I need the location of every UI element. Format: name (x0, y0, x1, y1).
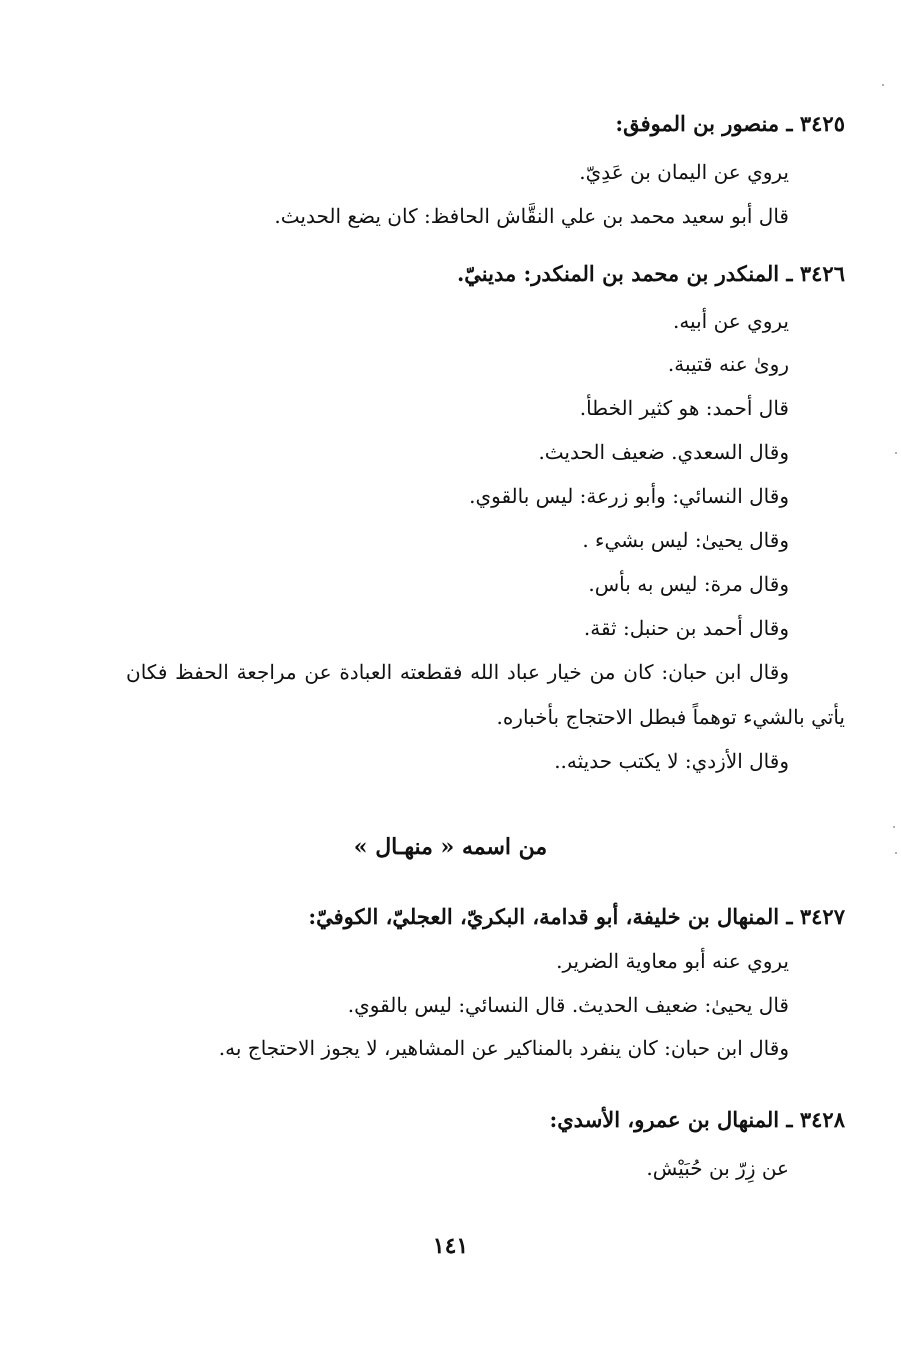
scan-speck (882, 84, 884, 86)
entry-3427-line-2: قال يحيىٰ: ضعيف الحديث. قال النسائي: ليس بالقوي. (347, 993, 789, 1017)
entry-3426-line-8: وقال أحمد بن حنبل: ثقة. (583, 616, 789, 640)
entry-3425-line-1: يروي عن اليمان بن عَدِيّ. (579, 160, 789, 184)
entry-3426-line-7: وقال مرة: ليس به بأس. (588, 572, 789, 596)
entry-3425-line-2: قال أبو سعيد محمد بن علي النقَّاش الحافظ: كان يضع الحديث. (274, 204, 789, 228)
entry-3425-heading: ٣٤٢٥ ـ منصور بن الموفق: (615, 111, 845, 136)
entry-3426-line-4: وقال السعدي. ضعيف الحديث. (538, 440, 789, 464)
entry-3428-line-1: عن زِرّ بن حُبَيْش. (646, 1156, 789, 1180)
entry-3426-line-9: وقال ابن حبان: كان من خيار عباد الله فقطعته العبادة عن مراجعة الحفظ فكان (126, 660, 789, 684)
entry-3426-heading: ٣٤٢٦ ـ المنكدر بن محمد بن المنكدر: مدينيّ. (456, 261, 845, 286)
entry-3426-line-6: وقال يحيىٰ: ليس بشيء . (582, 528, 789, 552)
entry-3426-line-3: قال أحمد: هو كثير الخطأ. (579, 396, 789, 420)
scan-speck (895, 852, 897, 854)
entry-3426-line-1: يروي عن أبيه. (672, 309, 789, 333)
section-title: من اسمه « منهـال » (353, 834, 548, 860)
scan-speck (893, 826, 895, 828)
page-number: ١٤١ (432, 1233, 469, 1259)
entry-3426-line-10: يأتي بالشيء توهماً فبطل الاحتجاج بأخباره. (496, 705, 845, 729)
entry-3426-line-2: روىٰ عنه قتيبة. (667, 352, 789, 376)
entry-3427-line-1: يروي عنه أبو معاوية الضرير. (556, 949, 789, 973)
entry-3426-line-5: وقال النسائي: وأبو زرعة: ليس بالقوي. (469, 484, 789, 508)
scan-speck (895, 452, 897, 454)
entry-3427-line-3: وقال ابن حبان: كان ينفرد بالمناكير عن المشاهير، لا يجوز الاحتجاج به. (218, 1036, 789, 1060)
entry-3426-line-11: وقال الأزدي: لا يكتب حديثه.. (554, 749, 789, 773)
entry-3427-heading: ٣٤٢٧ ـ المنهال بن خليفة، أبو قدامة، البكريّ، العجليّ، الكوفيّ: (308, 904, 845, 929)
entry-3428-heading: ٣٤٢٨ ـ المنهال بن عمرو، الأسدي: (549, 1107, 845, 1132)
